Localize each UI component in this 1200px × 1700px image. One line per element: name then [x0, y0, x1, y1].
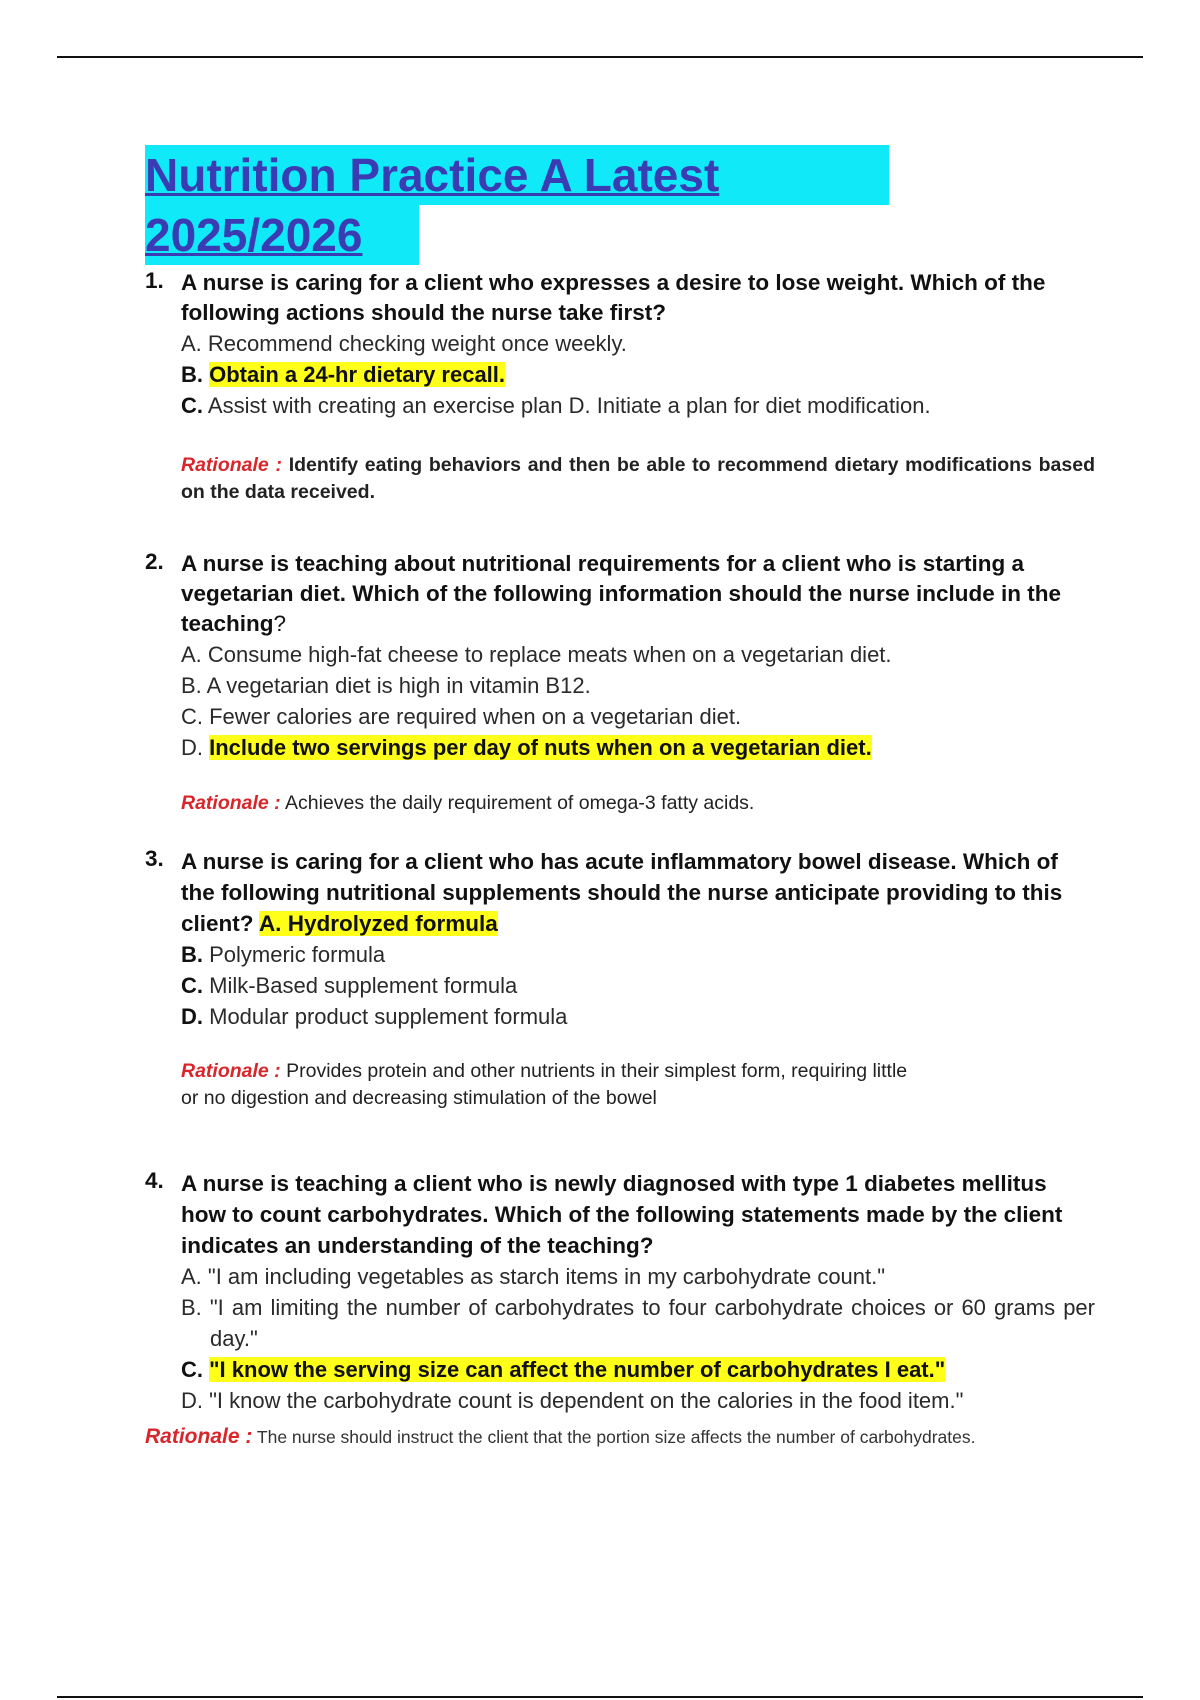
question-number: 4.: [145, 1168, 164, 1193]
bottom-rule: [57, 1696, 1143, 1698]
option-b: [181, 939, 1095, 970]
option-d: [181, 732, 1095, 763]
correct-answer-highlight: A. Hydrolyzed formula: [258, 911, 498, 936]
question-text: A nurse is caring for a client who expresses a desire to lose weight. Which of the following actions should the nurse take first?: [181, 270, 1046, 325]
option-a: A. Consume high-fat cheese to replace meats when on a vegetarian diet.: [181, 642, 892, 667]
rationale-text: Achieves the daily requirement of omega-3 fatty acids.: [285, 792, 755, 814]
rationale: [181, 790, 1095, 817]
question-number: 1.: [145, 268, 164, 293]
correct-answer-highlight: Include two servings per day of nuts when on a vegetarian diet.: [209, 735, 872, 760]
option-c: [181, 970, 1095, 1001]
option-b: [181, 359, 1095, 390]
rationale-label: Rationale :: [181, 1060, 281, 1082]
rationale-text: The nurse should instruct the client that the portion size affects the number of carbohydrates.: [256, 1427, 976, 1447]
option-letter: C.: [181, 393, 203, 418]
option-letter: D.: [181, 735, 203, 760]
option-d: [181, 1001, 1095, 1032]
option-b: B. "I am limiting the number of carbohydrates to four carbohydrate choices or 60 grams per day.": [181, 1295, 1095, 1351]
title-line-2: 2025/2026: [145, 205, 419, 265]
question-2: [145, 549, 1095, 817]
option-c: [181, 390, 1095, 421]
question-number: 2.: [145, 549, 164, 574]
option-letter: B.: [181, 362, 203, 387]
option-letter: B.: [181, 942, 203, 967]
option-c: C. Fewer calories are required when on a vegetarian diet.: [181, 704, 742, 729]
option-c: [181, 1354, 1095, 1385]
rationale-label: Rationale :: [181, 792, 281, 814]
option-a: A. Recommend checking weight once weekly.: [181, 331, 627, 356]
question-mark: ?: [273, 611, 287, 636]
question-3: [145, 846, 1095, 1112]
question-text-bold: A nurse is caring for a client who has acute inflammatory bowel disease. Which of the following nutritional supplements should the nurse anticipate providing to this client?: [181, 849, 1063, 936]
option-letter: C.: [181, 973, 203, 998]
rationale-text-line-1: Provides protein and other nutrients in their simplest form, requiring little: [286, 1060, 908, 1082]
option-d: D. "I know the carbohydrate count is dependent on the calories in the food item.": [181, 1388, 964, 1413]
rationale: [145, 1425, 975, 1449]
question-text: A nurse is teaching a client who is newly diagnosed with type 1 diabetes mellitus how to count carbohydrates. Which of the following statements made by the client indicates an understanding of the teaching?: [181, 1171, 1063, 1258]
question-text-bold: A nurse is teaching about nutritional requirements for a client who is starting a vegetarian diet. Which of the following information should the nurse include in the teaching: [181, 551, 1062, 636]
question-1: [145, 268, 1095, 506]
option-text: Polymeric formula: [209, 942, 386, 967]
correct-answer-highlight: Obtain a 24-hr dietary recall.: [209, 362, 506, 387]
question-text: [181, 846, 1095, 939]
top-rule: [57, 56, 1143, 58]
question-4: [145, 1168, 1095, 1416]
page-title: [145, 145, 889, 265]
option-a: A. "I am including vegetables as starch items in my carbohydrate count.": [181, 1264, 886, 1289]
rationale: [181, 1058, 1095, 1112]
option-letter: D.: [181, 1004, 203, 1029]
rationale-label: Rationale :: [181, 454, 282, 476]
rationale: [181, 452, 1095, 506]
option-text: Milk-Based supplement formula: [209, 973, 518, 998]
option-letter: C.: [181, 1357, 203, 1382]
title-line-1: Nutrition Practice A Latest: [145, 145, 889, 205]
question-number: 3.: [145, 846, 164, 871]
option-text: Assist with creating an exercise plan D. Initiate a plan for diet modification.: [207, 393, 931, 418]
correct-answer-highlight: "I know the serving size can affect the number of carbohydrates I eat.": [209, 1357, 946, 1382]
question-text: [181, 549, 1095, 639]
rationale-text: Identify eating behaviors and then be able to recommend dietary modifications based on the data received.: [181, 454, 1095, 503]
rationale-label: Rationale :: [145, 1425, 253, 1448]
option-text: Modular product supplement formula: [209, 1004, 568, 1029]
rationale-text-line-2: or no digestion and decreasing stimulation of the bowel: [181, 1087, 657, 1109]
option-b: B. A vegetarian diet is high in vitamin B12.: [181, 673, 591, 698]
